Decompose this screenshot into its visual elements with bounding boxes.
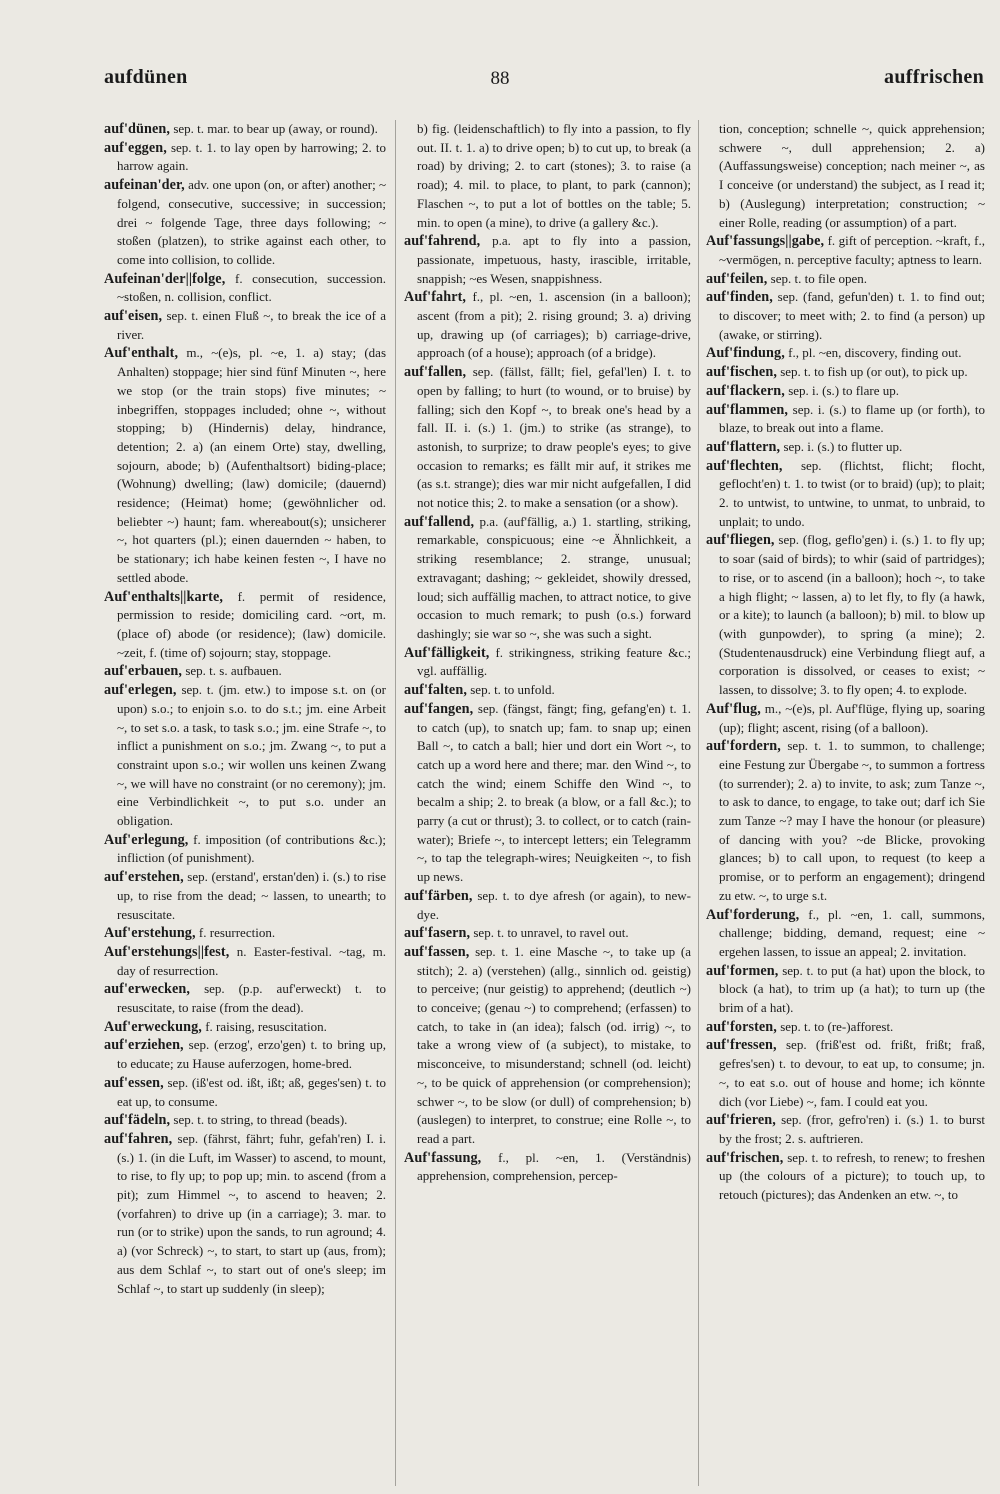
definition: sep. (flichtst, flicht; flocht, geflocht'en) t. 1. to twist (or to braid) (up); to plait; 2. to untwist, to untwine, to unmat, to unbraid, to unplait; to undo.	[719, 457, 985, 529]
headword: auf'fallend,	[404, 513, 475, 530]
headword: auf'erstehen,	[104, 869, 184, 886]
dictionary-entry	[706, 1036, 985, 1111]
headword: auf'fressen,	[706, 1037, 777, 1054]
definition: f. permit of residence, permission to reside; domiciling card. ~ort, m. (place of) abode (or residence); (law) domicile. ~zeit, f. (time of) sojourn; stay, stoppage.	[117, 588, 386, 660]
dictionary-entry	[104, 270, 386, 307]
headword: auf'fischen,	[706, 364, 777, 381]
headword: Auf'fälligkeit,	[404, 644, 490, 661]
definition: sep. (fand, gefun'den) t. 1. to find out; to discover; to meet with; 2. to find (a person) up (awake, or stirring).	[719, 289, 985, 342]
definition: sep. (flog, geflo'gen) i. (s.) 1. to fly up; to soar (said of birds); to whir (said of partridges); to rise, or to ascend (in a balloon); hoch ~, to take a high flight; ~ lassen, a) to let fly, to fly (a hawk, or a kite); to launch (a balloon); b) mil. to blow up (with gunpowder), to spring (a mine); 2. (Studentenausdruck) eine Verbindung fliegt auf, a corporation is dissolved, or ceases to exist; ~ lassen, to dissolve; 3. to fly open; 4. to explode.	[719, 532, 985, 698]
dictionary-entry	[706, 962, 985, 1018]
headword: auf'fallen,	[404, 364, 467, 381]
headword: auf'fliegen,	[706, 532, 775, 549]
dictionary-entry	[706, 700, 985, 737]
headword: auf'fahren,	[104, 1130, 173, 1147]
headword: Auf'fahrt,	[404, 289, 467, 306]
dictionary-entry	[404, 232, 691, 288]
definition: f. gift of perception. ~kraft, f., ~vermögen, n. perceptive faculty; aptness to learn.	[719, 233, 985, 267]
definition: f. consecution, succession. ~stoßen, n. collision, conflict.	[117, 270, 386, 305]
entry-continuation: b) fig. (leidenschaftlich) to fly into a passion, to fly out. II. t. 1. a) to drive open; b) to cut up, to break (a road) by driving; 2. to cart (stones); 3. to raise (a road); 4. mil. to place, to plant, to park (cannon); Flaschen ~, to put a lot of bottles on the table; 5. min. to open (a mine), to drive (a gallery &c.).	[417, 121, 691, 230]
definition: adv. one upon (on, or after) another; ~ folgend, consecutive, successive; in succession; drei ~ folgende Tage, three days following; ~ stoßen (platzen), to strike against each other, to come into collision, to collide.	[117, 177, 386, 267]
dictionary-entry	[104, 176, 386, 270]
dictionary-entry	[104, 924, 386, 943]
headword: auf'fädeln,	[104, 1112, 171, 1129]
definition: sep. (fror, gefro'ren) i. (s.) 1. to burst by the frost; 2. s. auftrieren.	[719, 1112, 985, 1146]
definition: sep. t. to string, to thread (beads).	[173, 1112, 348, 1128]
dictionary-entry	[706, 270, 985, 289]
definition: sep. (erstand', erstan'den) i. (s.) to rise up, to rise from the dead; ~ lassen, to unearth; to resuscitate.	[117, 869, 386, 922]
definition: sep. t. mar. to bear up (away, or round).	[173, 121, 378, 136]
dictionary-entry	[706, 288, 985, 344]
definition: f. raising, resuscitation.	[205, 1018, 327, 1034]
running-head-last-word: auffrischen	[884, 66, 984, 88]
headword: auf'finden,	[706, 289, 773, 306]
definition: p.a. apt to fly into a passion, passionate, impetuous, hasty, irascible, irritable, snappish; ~es Wesen, snappishness.	[417, 233, 691, 286]
column-left	[104, 120, 386, 1486]
definition: sep. t. to put (a hat) upon the block, to block (a hat), to trim up (a hat); to turn up (the brim of a hat).	[719, 962, 985, 1016]
definition: sep. (fällst, fällt; fiel, gefal'len) I. t. to open by falling; to hurt (to wound, or to bruise) by falling; sich den Kopf ~, to break one's head by a fall. II. i. (s.) 1. (jm.) to strike (as strange), to astonish, to surprize; to draw people's eyes; to give occasion to remarks; es fällt mir auf, it strikes me (as s.t. strange); dies war mir nicht aufgefallen, I did not notice this; 2. to make a sensation (or a show).	[417, 364, 691, 511]
dictionary-entry	[104, 980, 386, 1017]
definition: f., pl. ~en, 1. (Verständnis) apprehension, comprehension, percep-	[417, 1149, 691, 1184]
headword: Auf'erweckung,	[104, 1018, 202, 1035]
headword: Auf'fassung,	[404, 1149, 482, 1166]
definition: sep. (iß'est od. ißt, ißt; aß, geges'sen) t. to eat up, to consume.	[117, 1074, 386, 1109]
dictionary-entry	[706, 457, 985, 532]
headword: Auf'flug,	[706, 700, 761, 717]
dictionary-entry	[104, 1111, 386, 1130]
headword: auf'fassen,	[404, 943, 470, 960]
dictionary-entry	[104, 588, 386, 663]
definition: sep. (fährst, fährt; fuhr, gefah'ren) I. i. (s.) 1. (in die Luft, im Wasser) to ascend, to mount, to rise, to fly up; to pop up; min. to ascend (from a pit); zum Himmel ~, to ascend to heaven; 2. (vorfahren) to drive up (in a carriage); 3. mar. to run (or to strike) upon the sands, to run aground; 4. a) (vor Schreck) ~, to start, to start up (aus, from); aus dem Schlaf ~, to start out of one's sleep; im Schlaf ~, to start up suddenly (in sleep);	[117, 1130, 386, 1296]
dictionary-entry	[706, 1018, 985, 1037]
definition: f. strikingness, striking feature &c.; vgl. auffällig.	[417, 644, 691, 679]
dictionary-entry	[404, 924, 691, 943]
column-right	[706, 120, 985, 1486]
headword: auf'eggen,	[104, 139, 167, 156]
dictionary-entry	[104, 831, 386, 868]
definition: p.a. (auf'fällig, a.) 1. startling, striking, remarkable, conspicuous; eine ~e Ähnlichkeit, a striking resemblance; 2. strange, unusual; extravagant; dashing; ~ gekleidet, showily dressed, loud; sich auffällig machen, to attract notice, to give occasion to much remark; to push (o.s.) forward dashingly; sie war so ~, she was such a sight.	[417, 513, 691, 641]
headword: auf'fasern,	[404, 925, 471, 942]
dictionary-entry	[104, 943, 386, 980]
headword: auf'flackern,	[706, 382, 785, 399]
definition: sep. t. (jm. etw.) to impose s.t. on (or upon) s.o.; to enjoin s.o. to do s.t.; jm. eine Arbeit ~, to set s.o. a task, to task s.o.; jm. eine Strafe ~, to inflict a punishment on s.o.; jm. Zwang ~, to put a constraint upon s.o.; wir wollen uns keinen Zwang ~, we will have no constraint (or no ceremony); jm. eine Verbindlichkeit ~, to put s.o. under an obligation.	[117, 682, 386, 829]
headword: auf'erwecken,	[104, 981, 191, 998]
dictionary-entry	[104, 1036, 386, 1073]
dictionary-entry	[104, 1130, 386, 1298]
dictionary-entry	[404, 363, 691, 513]
dictionary-entry	[104, 139, 386, 176]
definition: sep. i. (s.) to flutter up.	[783, 438, 903, 454]
headword: auf'feilen,	[706, 270, 768, 287]
column-divider	[395, 120, 396, 1486]
definition: sep. t. to dye afresh (or again), to new-dye.	[417, 887, 691, 922]
definition: sep. (friß'est od. frißt, frißt; fraß, gefres'sen) t. to devour, to eat up, to consume; jn. ~, to eat s.o. out of house and home; ich könnte dich (vor Liebe) ~, fam. I could eat you.	[719, 1037, 985, 1109]
definition: sep. t. s. aufbauen.	[185, 663, 282, 679]
entry-continuation: tion, conception; schnelle ~, quick apprehension; schwere ~, dull apprehension; 2. a) (Auffassungsweise) conception; nach meiner ~, as I conceive (or understand) the subject, as I read it; b) (Auslegung) interpretation; construction; ~ einer Rolle, reading (or assumption) of a part.	[719, 121, 985, 230]
dictionary-entry	[404, 288, 691, 363]
dictionary-entry	[706, 531, 985, 699]
headword: auf'flattern,	[706, 438, 781, 455]
headword: auf'flammen,	[706, 401, 788, 418]
headword: Auf'enthalt,	[104, 345, 179, 362]
column-middle	[404, 120, 691, 1486]
dictionary-entry	[706, 363, 985, 382]
definition: sep. t. to file open.	[770, 270, 868, 286]
definition: f., pl. ~en, 1. call, summons, challenge; bidding, demand, request; eine ~ ergehen lassen, to issue an appeal; 2. invitation.	[719, 906, 985, 959]
dictionary-entry	[706, 1111, 985, 1148]
headword: auf'frieren,	[706, 1112, 776, 1129]
dictionary-entry	[104, 681, 386, 831]
headword: auf'dünen,	[104, 121, 171, 137]
dictionary-entry	[404, 681, 691, 700]
dictionary-entry	[404, 943, 691, 1149]
dictionary-entry	[104, 662, 386, 681]
dictionary-entry	[404, 513, 691, 644]
dictionary-entry	[104, 120, 386, 139]
headword: aufeinan'der,	[104, 177, 185, 194]
headword: auf'flechten,	[706, 457, 783, 474]
dictionary-entry	[404, 1149, 691, 1186]
definition: sep. t. einen Fluß ~, to break the ice of a river.	[117, 308, 386, 342]
headword: Auf'findung,	[706, 345, 785, 362]
headword: auf'färben,	[404, 887, 473, 904]
headword: auf'essen,	[104, 1074, 164, 1091]
dictionary-entry	[104, 307, 386, 344]
definition: sep. t. to unravel, to ravel out.	[473, 925, 629, 941]
dictionary-entry	[404, 700, 691, 887]
definition: sep. (p.p. auf'erweckt) t. to resuscitate, to raise (from the dead).	[117, 981, 386, 1016]
definition: sep. t. 1. eine Masche ~, to take up (a stitch); 2. a) (verstehen) (allg., sinnlich od. geistig) to perceive; (nur geistig) to apprehend; (deutlich ~) to conceive; (genau ~) to comprehend; (erfassen) to catch, to take in (an idea); falsch (od. irrig) ~, to take a wrong view of (a subject), to mistake, to misconceive, to misunderstand; schnell (od. leicht) ~, to be quick of apprehension (or comprehension); schwer ~, to be slow (or dull) of comprehension; b) (auslegen) to interpret, to construe; eine Rolle ~, to read a part.	[417, 943, 691, 1146]
dictionary-entry	[706, 438, 985, 457]
definition: sep. t. to fish up (or out), to pick up.	[780, 364, 968, 380]
column-divider	[698, 120, 699, 1486]
headword: auf'fordern,	[706, 738, 781, 755]
headword: auf'frischen,	[706, 1149, 784, 1166]
headword: auf'erziehen,	[104, 1037, 184, 1054]
dictionary-entry	[104, 868, 386, 924]
definition: sep. (erzog', erzo'gen) t. to bring up, to educate; zu Hause auferzogen, home-bred.	[117, 1037, 386, 1072]
definition: f., pl. ~en, discovery, finding out.	[788, 345, 962, 361]
headword: Aufeinan'der||folge,	[104, 270, 226, 287]
dictionary-entry	[104, 344, 386, 587]
definition: m., ~(e)s, pl. ~e, 1. a) stay; (das Anhalten) stoppage; hier sind fünf Minuten ~, here we stop (or the train stops) five minutes; ~ inbegriffen, stoppages included; ohne ~, without stopping; b) (Hindernis) delay, hindrance, detention; 2. a) (an einem Orte) stay, dwelling, sojourn, abode; b) (Aufenthaltsort) biding-place; (Wohnung) dwelling; (law) domicile; (dauernd) residence; (Heimat) home; (gewöhnlicher od. beliebter ~) haunt; fam. whereabout(s); unsicherer ~, hot quarters (pl.); einen dauernden ~ haben, to be stationary; ich habe keinen festen ~, I have no settled abode.	[117, 345, 386, 585]
headword: auf'eisen,	[104, 308, 163, 325]
dictionary-entry	[104, 1018, 386, 1037]
headword: Auf'erlegung,	[104, 831, 189, 848]
dictionary-entry	[706, 232, 985, 269]
definition: f. resurrection.	[198, 925, 276, 941]
page-number: 88	[490, 68, 510, 89]
dictionary-entry	[104, 1074, 386, 1111]
headword: auf'forsten,	[706, 1018, 777, 1035]
headword: Auf'enthalts||karte,	[104, 588, 223, 605]
headword: Auf'erstehungs||fest,	[104, 943, 230, 960]
dictionary-entry	[706, 344, 985, 363]
definition: sep. t. to unfold.	[470, 682, 555, 698]
dictionary-entry	[706, 906, 985, 962]
definition: m., ~(e)s, pl. Auf'flüge, flying up, soaring (up); flight; ascent, rising (of a balloon).	[719, 700, 985, 735]
definition: f., pl. ~en, 1. ascension (in a balloon); ascent (from a pit); 2. rising ground; 3. a) driving up, drawing up (of carriages); b) carriage-drive, approach (of a house); approach (of a bridge).	[417, 289, 691, 361]
dictionary-entry	[404, 644, 691, 681]
definition: sep. t. to (re-)afforest.	[780, 1018, 894, 1034]
definition: sep. (fängst, fängt; fing, gefang'en) t. 1. to catch (up), to snatch up; fam. to snap up; einen Ball ~, to catch a ball; hier und dort ein Wort ~, to catch up a word here and there; mar. den Wind ~, to catch the wind; einem Schiffe den Wind ~, to becalm a ship; 2. to break (a blow, or a fall &c.); to parry (a cut or thrust); 3. to collect, or to catch (rain-water); Briefe ~, to intercept letters; ein Telegramm ~, to tap the telegraph-wires; Neuigkeiten ~, to fish up news.	[417, 700, 691, 885]
dictionary-entry	[706, 1149, 985, 1205]
definition: sep. i. (s.) to flare up.	[788, 382, 900, 398]
dictionary-entry	[706, 401, 985, 438]
headword: auf'formen,	[706, 962, 779, 979]
definition: sep. i. (s.) to flame up (or forth), to blaze, to break out into a flame.	[719, 401, 985, 436]
dictionary-entry	[706, 382, 985, 401]
definition: sep. t. to refresh, to renew; to freshen up (the colours of a picture); to touch up, to retouch (pictures); das Andenken an etw. ~, to	[719, 1149, 985, 1203]
running-head-first-word: aufdünen	[104, 66, 188, 88]
definition: n. Easter-festival. ~tag, m. day of resurrection.	[117, 943, 386, 978]
headword: Auf'erstehung,	[104, 925, 196, 942]
dictionary-entry	[706, 737, 985, 905]
definition: f. imposition (of contributions &c.); infliction (of punishment).	[117, 831, 386, 866]
dictionary-entry	[404, 887, 691, 924]
definition: sep. t. 1. to summon, to challenge; eine Festung zur Übergabe ~, to summon a fortress (to surrender); 2. a) to invite, to ask; zum Tanze ~, to ask to dance, to engage, to take out; darf ich Sie zum Tanze ~? may I have the honour (or pleasure) of dancing with you? ~de Blicke, provoking glances; b) to call upon, to request (to keep a promise, or to perform an engagement); dringend zu etw. ~, to urge s.t.	[719, 738, 985, 903]
headword: Auf'forderung,	[706, 906, 800, 923]
headword: auf'fangen,	[404, 700, 474, 717]
headword: auf'fahrend,	[404, 233, 481, 250]
headword: auf'falten,	[404, 682, 467, 699]
definition: sep. t. 1. to lay open by harrowing; 2. to harrow again.	[117, 139, 386, 174]
headword: Auf'fassungs||gabe,	[706, 233, 825, 250]
headword: auf'erlegen,	[104, 682, 177, 699]
headword: auf'erbauen,	[104, 663, 183, 680]
